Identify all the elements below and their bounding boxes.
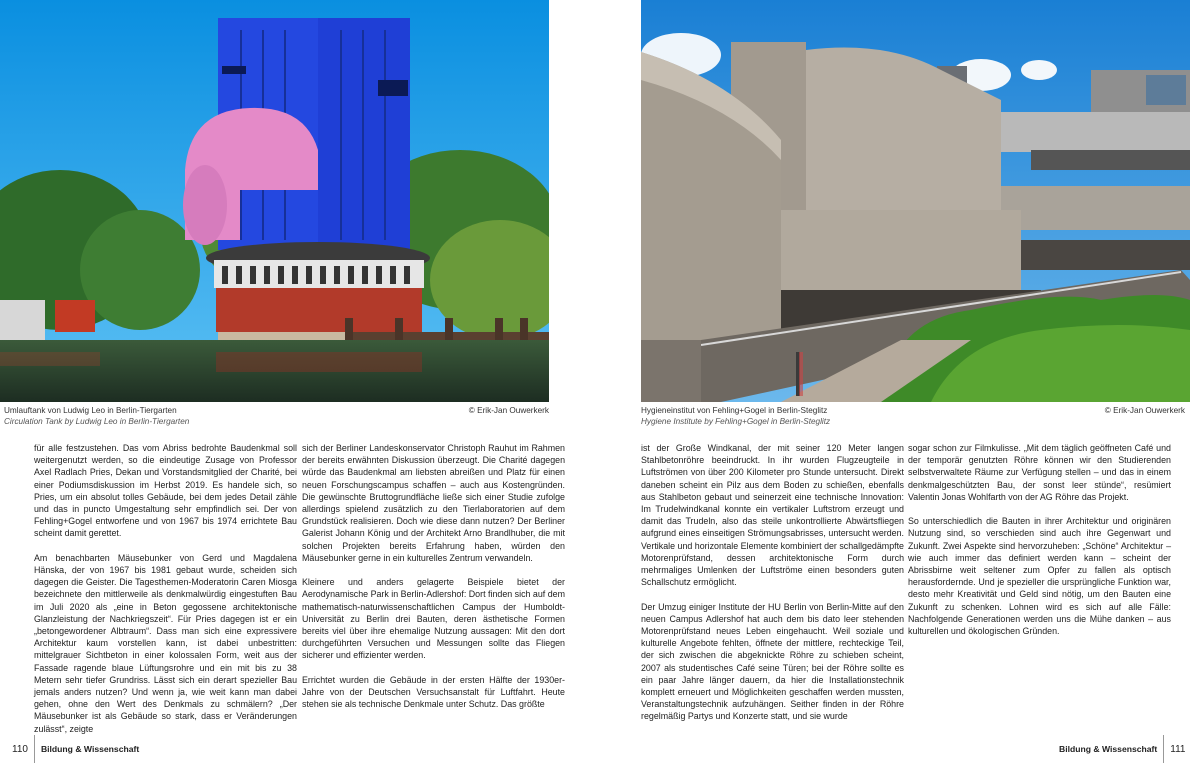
page-number: 110 bbox=[12, 743, 28, 755]
paragraph: Kleinere und anders gelagerte Beispiele bietet der Aerodynamische Park in Berlin-Adlershof: Dort finden sich auf dem mathematisch-naturwissenschaftlichen Campus der Humboldt-Universität zu Berlin drei Bauten, deren ästhetische Formen bereits viel über ihre ehemalige Nutzung aussagen: Mit den dort durchgeführten Versuchen und Messungen sollte das Fliegen sicherer und effizienter werden. bbox=[302, 577, 565, 661]
paragraph: sogar schon zur Filmkulisse. „Mit dem täglich geöffneten Café und der temporär genutzten Röhre können wir den Studierenden selbstverwaltete Räume zur Verfügung stellen – und das in einem denkmalgeschützten Bau, der sonst leer stünde“, resümiert Valentin Jonas Wohlfarth von der AG Röhre das Projekt. bbox=[908, 443, 1171, 502]
page-footer bbox=[1059, 735, 1186, 763]
circulation-tank-illustration bbox=[0, 0, 549, 402]
footer-divider bbox=[1163, 735, 1164, 763]
paragraph: sich der Berliner Landeskonservator Christoph Rauhut im Rahmen der bereits erwähnten Diskussion überzeugt. Die Charité dagegen würde das Baudenkmal am liebsten abreißen und Platz für einen neuen Forschungscampus schaffen – auch aus Kostengründen. Die gewünschte Bruttogrundfläche ließe sich einer Studie zufolge allerdings spielend zusätzlich zu den Tierlaboratorien auf dem Grundstück realisieren. Doch wie diese dann nutzen? Der Berliner Galerist Johann König und der Architekt Arno Brandlhuber, die mit solchen Projekten bereits Erfahrung haben, würden den Mäusebunker gerne in ein kulturelles Zentrum verwandeln. bbox=[302, 443, 565, 563]
caption-english: Hygiene Institute by Fehling+Gogel in Berlin-Steglitz bbox=[641, 416, 831, 426]
section-title: Bildung & Wissenschaft bbox=[1059, 744, 1158, 754]
right-page bbox=[595, 0, 1190, 765]
text-column-2 bbox=[302, 442, 565, 723]
hygiene-institute-photo bbox=[641, 0, 1190, 402]
text-column-2 bbox=[908, 442, 1171, 649]
text-column-1 bbox=[34, 442, 297, 747]
text-column-1 bbox=[641, 442, 904, 735]
page-number: 111 bbox=[1170, 743, 1186, 755]
circulation-tank-photo bbox=[0, 0, 549, 402]
hygiene-institute-illustration bbox=[641, 0, 1190, 402]
photo-caption bbox=[641, 406, 830, 427]
paragraph: Am benachbarten Mäusebunker von Gerd und Magdalena Hänska, der von 1967 bis 1981 gebaut wurde, scheiden sich dagegen die Geister. Die Tagesthemen-Moderatorin Caren Miosga bezeichnete den mittlerweile als denkmalwürdig eingestuften Bau im Juli 2020 als „eine in Beton gegossene architektonische Glanzleistung der Nachkriegszeit“. Für Pries dagegen ist er ein „betongewordener Albtraum“. Dass man sich eine expressivere Architektur kaum vorstellen kann, ist dabei unbestritten: mittelgrauer Sichtbeton in einer kolossalen Form, weit aus der Fassade ragende blaue Lüftungsrohre und ein mit bis zu 38 Metern sehr tiefer Grundriss. Lässt sich ein derart spezieller Bau jemals anders nutzen? Und wenn ja, wie weit kann man dabei gehen, ohne den Wert des Denkmals zu schmälern? „Der Mäusebunker ist als Gebäude so stark, dass er Veränderungen zulässt“, zeigte bbox=[34, 552, 297, 734]
paragraph: Errichtet wurden die Gebäude in der ersten Hälfte der 1930er-Jahre von der Deutschen Versuchsanstalt für Luftfahrt. Heute stehen sie als technische Denkmale unter Schutz. Das größte bbox=[302, 674, 565, 710]
photo-caption bbox=[4, 406, 189, 427]
photo-credit: © Erik-Jan Ouwerkerk bbox=[1104, 406, 1185, 415]
paragraph: ist der Große Windkanal, der mit seiner 120 Meter langen Stahlbetonröhre beeindruckt. In ihr wurden Flugzeugteile in Luftströmen von über 200 Kilometer pro Stunde untersucht. Direkt daneben scheint ein Pilz aus dem Boden zu schießen, ebenfalls aus Stahlbeton gebaut und seinerzeit eine technische Innovation: Im Trudelwindkanal konnte ein vertikaler Luftstrom erzeugt und damit das Trudeln, also das steile unkontrollierte Abwärtsfliegen aufgrund eines einseitigen Strömungsabrisses, untersucht werden. Vertikale und horizontale Elemente kombiniert der schallgedämpfte Motorenprüfstand, dessen architektonische Form durch mehrmaliges Umlenken der Luftströme einen besonders guten Schallschutz ermöglicht. bbox=[641, 443, 904, 588]
caption-german: Umlauftank von Ludwig Leo in Berlin-Tiergarten bbox=[4, 406, 177, 415]
caption-english: Circulation Tank by Ludwig Leo in Berlin-Tiergarten bbox=[4, 416, 190, 426]
page-footer bbox=[12, 735, 139, 763]
paragraph: So unterschiedlich die Bauten in ihrer Architektur und originären Nutzung sind, so verschieden sind auch ihre Gegenwart und Zukunft. Zwei Aspekte sind hervorzuheben: „Schöne“ Architektur – wie auch immer das definiert werden kann – scheint der Abrissbirne weit seltener zum Opfer zu fallen als optisch herausfordernde. Und je spezieller die ursprüngliche Funktion war, desto mehr Kreativität und Geld sind nötig, um den Bauten eine Zukunft zu schenken. Lohnen wird es sich auf alle Fälle: Nachfolgende Generationen werden uns die Mühe danken – aus kulturellen und ökologischen Gründen. bbox=[908, 516, 1171, 637]
paragraph: Der Umzug einiger Institute der HU Berlin von Berlin-Mitte auf den neuen Campus Adlershof hat auch dem bis dato leer stehenden Motorenprüfstand neues Leben eingehaucht. Weil soziale und kulturelle Angebote fehlten, öffnete der mittlere, rechteckige Teil, der sich zwischen die abgeknickte Röhre zu schieben scheint, 2007 als studentisches Café seine Türen; bei der Röhre sollte es ein paar Jahre länger dauern, da hier die Installationstechnik komplett erneuert und Möglichkeiten geschaffen werden mussten, Veranstaltungstechnik aufzuhängen. Seither finden in der Röhre regelmäßig Partys und Konzerte statt, und sie wurde bbox=[641, 601, 904, 722]
photo-credit: © Erik-Jan Ouwerkerk bbox=[468, 406, 549, 415]
caption-german: Hygieneinstitut von Fehling+Gogel in Berlin-Steglitz bbox=[641, 406, 828, 415]
section-title: Bildung & Wissenschaft bbox=[40, 744, 140, 754]
footer-divider bbox=[34, 735, 35, 763]
paragraph: für alle festzustehen. Das vom Abriss bedrohte Baudenkmal soll weitergenutzt werden, so die eindeutige Zusage von Professor Axel Radlach Pries, Dekan und Vorstandsmitglied der Charité, bei einer Podiumsdiskussion im Herbst 2019. Es handele sich, so Pries, um ein absolut tolles Gebäude, bei dem jedes Detail zähle und das in puncto Umgestaltung sehr empfindlich sei. Der von Fehling+Gogel entworfene und von 1967 bis 1974 errichtete Bau scheint damit gerettet. bbox=[34, 443, 297, 539]
